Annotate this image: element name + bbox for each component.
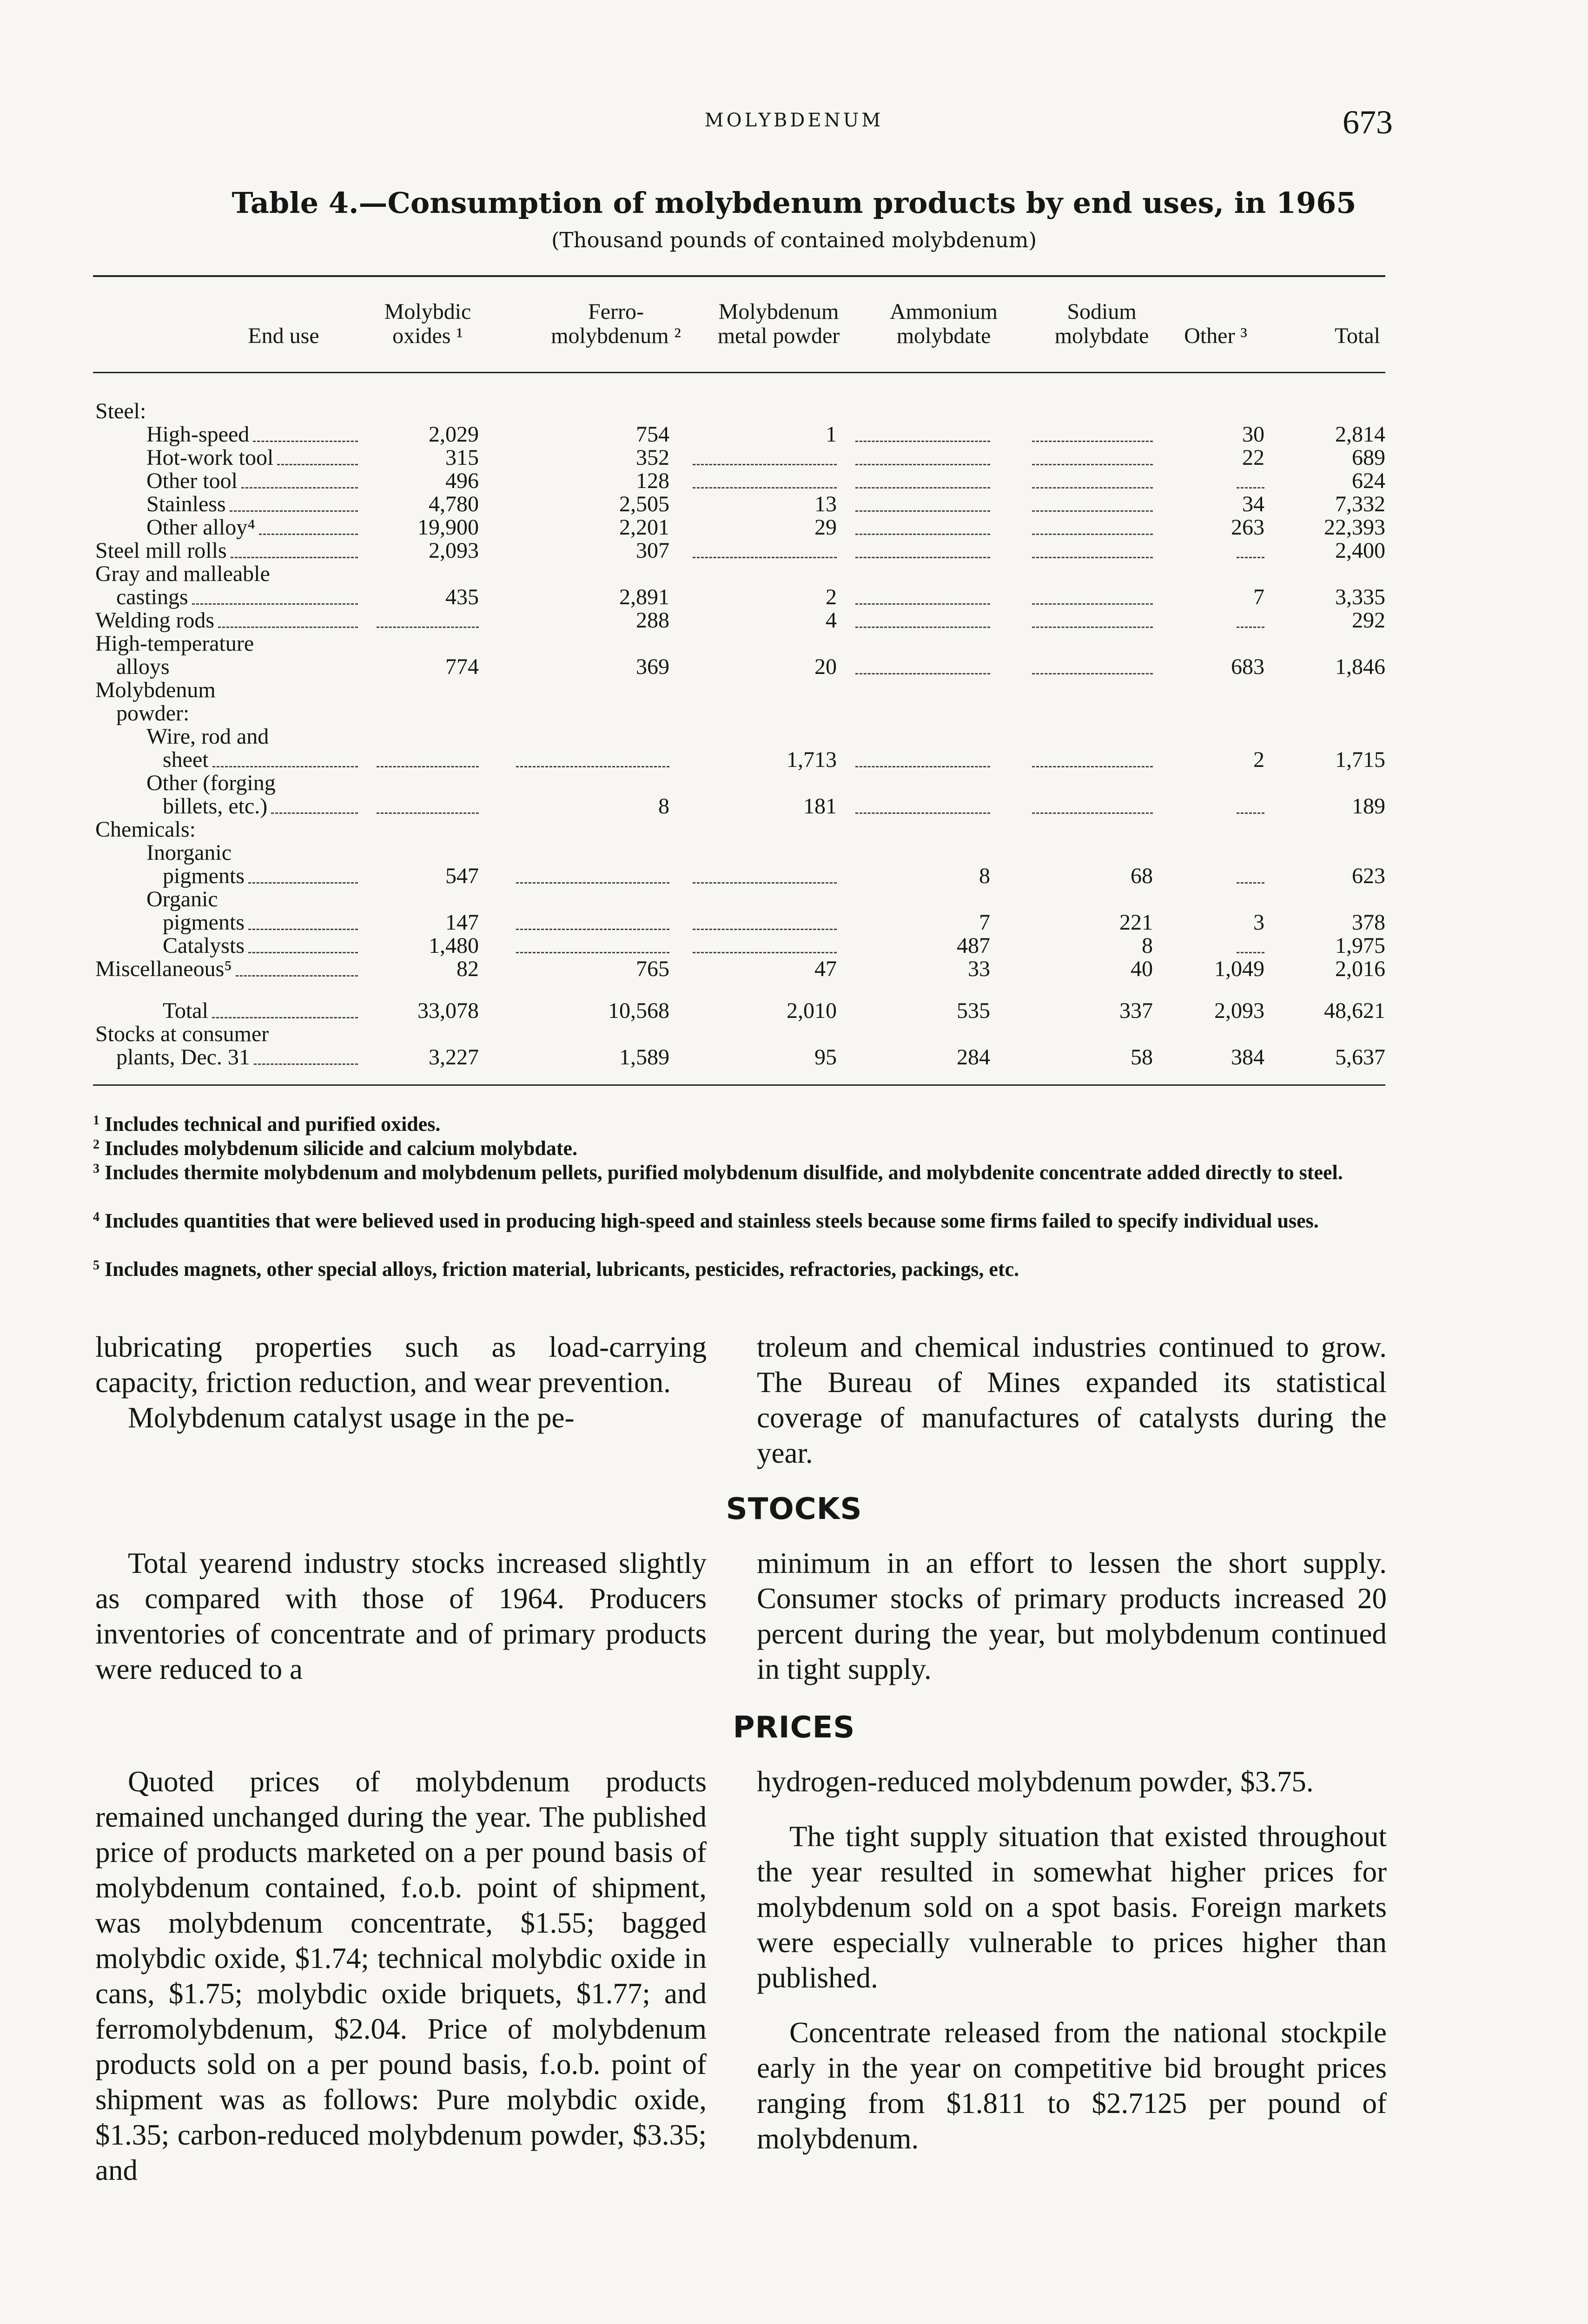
table-cell: 4,780	[429, 492, 479, 516]
table-cell: 3	[1253, 910, 1264, 935]
table-cell: 496	[445, 469, 479, 493]
table-cell: 683	[1231, 654, 1264, 679]
table-cell: 2,029	[429, 422, 479, 447]
row-label: Miscellaneous⁵	[95, 957, 232, 981]
row-label: alloys	[116, 654, 170, 679]
empty-cell-dashes	[1032, 441, 1153, 442]
table-cell: 2,400	[1335, 538, 1385, 563]
paragraph: Concentrate released from the national stockpile early in the year on competitive bid brought prices ranging from $1.811 to $2.7125 per pound of molybdenum.	[757, 2016, 1387, 2155]
empty-cell-dashes	[1032, 534, 1153, 535]
row-label: sheet	[163, 747, 209, 772]
table-cell: 29	[814, 515, 837, 540]
table-cell: 378	[1352, 910, 1385, 935]
column-header: oxides ¹	[392, 324, 463, 348]
empty-cell-dashes	[516, 766, 669, 767]
paragraph: Total yearend industry stocks increased slightly as compared with those of 1964. Producers inventories of concentrate and of primary products were reduced to a	[95, 1547, 707, 1685]
body-column-right-intro	[757, 1329, 1387, 1471]
table-cell: 221	[1119, 910, 1153, 935]
body-column-left-stocks	[95, 1545, 707, 1687]
table-cell: 33	[968, 957, 990, 981]
paragraph: lubricating properties such as load-carrying capacity, friction reduction, and wear prevention.	[95, 1331, 707, 1399]
leader-dots	[192, 603, 358, 605]
empty-cell-dashes	[855, 534, 990, 535]
table-cell: 8	[658, 794, 669, 819]
row-label: castings	[116, 585, 188, 609]
table-cell: 292	[1352, 608, 1385, 633]
table-cell: 20	[814, 654, 837, 679]
row-label: Steel mill rolls	[95, 538, 227, 563]
table-cell: 384	[1231, 1045, 1264, 1070]
table-cell: 2,814	[1335, 422, 1385, 447]
table-cell: 82	[457, 957, 479, 981]
column-header: metal powder	[717, 324, 840, 348]
row-label: Gray and malleable	[95, 561, 270, 586]
table-cell: 1,049	[1214, 957, 1264, 981]
table-cell: 7,332	[1335, 492, 1385, 516]
table-cell: 48,621	[1324, 998, 1385, 1023]
table-cell: 754	[636, 422, 669, 447]
column-header: Sodium	[1067, 299, 1137, 324]
table-cell: 22,393	[1324, 515, 1385, 540]
row-label: Molybdenum	[95, 678, 216, 702]
table-cell: 2,201	[619, 515, 669, 540]
leader-dots	[248, 929, 358, 930]
empty-cell-dashes	[377, 766, 479, 767]
empty-cell-dashes	[1237, 882, 1264, 884]
table-cell: 1,846	[1335, 654, 1385, 679]
table-cell: 2,505	[619, 492, 669, 516]
footnote: $^3$ Includes thermite molybdenum and molybdenum pellets, purified molybdenum disulfide, and molybdenite concentrate added directly to steel.	[93, 1161, 1343, 1184]
column-header: Ammonium	[889, 299, 998, 324]
body-column-left-prices	[95, 1764, 707, 2188]
table-cell: 689	[1352, 445, 1385, 470]
empty-cell-dashes	[1032, 673, 1153, 674]
table-cell: 1	[826, 422, 837, 447]
row-label: Other alloy⁴	[146, 515, 255, 540]
table-cell: 1,589	[619, 1045, 669, 1070]
empty-cell-dashes	[1237, 812, 1264, 814]
column-header: molybdate	[1054, 324, 1149, 348]
empty-cell-dashes	[855, 557, 990, 558]
empty-cell-dashes	[855, 603, 990, 605]
column-header: Molybdic	[384, 299, 471, 324]
column-header: Ferro-	[588, 299, 644, 324]
table-cell: 337	[1119, 998, 1153, 1023]
table-cell: 765	[636, 957, 669, 981]
row-label: powder:	[116, 701, 190, 726]
column-header: End use	[248, 324, 319, 348]
table-cell: 1,715	[1335, 747, 1385, 772]
empty-cell-dashes	[1032, 510, 1153, 512]
table-cell: 181	[803, 794, 837, 819]
column-header: molybdenum ²	[551, 324, 681, 348]
table-cell: 535	[957, 998, 990, 1023]
empty-cell-dashes	[855, 627, 990, 628]
table-bottom-rule	[93, 1084, 1385, 1086]
table-cell: 2,010	[787, 998, 837, 1023]
table-cell: 623	[1352, 864, 1385, 888]
table-cell: 40	[1131, 957, 1153, 981]
leader-dots	[212, 1017, 358, 1018]
table-cell: 34	[1242, 492, 1264, 516]
table-cell: 95	[814, 1045, 837, 1070]
leader-dots	[241, 487, 358, 489]
empty-cell-dashes	[855, 812, 990, 814]
empty-cell-dashes	[1237, 487, 1264, 489]
row-label: Organic	[146, 887, 218, 911]
table-cell: 263	[1231, 515, 1264, 540]
table-cell: 30	[1242, 422, 1264, 447]
row-label: Inorganic	[146, 840, 232, 865]
table-cell: 4	[826, 608, 837, 633]
row-label: High-temperature	[95, 631, 254, 656]
row-label: Total	[163, 998, 208, 1023]
table-header-rule	[93, 372, 1385, 373]
leader-dots	[218, 627, 358, 628]
body-column-left-intro	[95, 1329, 707, 1435]
leader-dots	[212, 766, 358, 767]
table-cell: 13	[814, 492, 837, 516]
row-label: plants, Dec. 31	[116, 1045, 250, 1070]
table-cell: 19,900	[417, 515, 479, 540]
table-cell: 624	[1352, 469, 1385, 493]
table-cell: 22	[1242, 445, 1264, 470]
row-label: Stocks at consumer	[95, 1022, 269, 1046]
leader-dots	[277, 464, 358, 465]
empty-cell-dashes	[1032, 487, 1153, 489]
empty-cell-dashes	[693, 882, 837, 884]
column-header: Other ³	[1184, 324, 1247, 348]
table-cell: 7	[979, 910, 990, 935]
leader-dots	[248, 952, 358, 953]
leader-dots	[230, 510, 358, 512]
table-cell: 2,891	[619, 585, 669, 609]
body-column-right-prices	[757, 1764, 1387, 2156]
table-cell: 369	[636, 654, 669, 679]
empty-cell-dashes	[516, 952, 669, 953]
table-title: Table 4.—Consumption of molybdenum products by end uses, in 1965	[232, 186, 1356, 220]
table-cell: 1,713	[787, 747, 837, 772]
paragraph: The tight supply situation that existed throughout the year resulted in somewhat higher prices for molybdenum sold on a spot basis. Foreign markets were especially vulnerable to prices higher than published.	[757, 1820, 1387, 1994]
empty-cell-dashes	[693, 487, 837, 489]
paragraph: troleum and chemical industries continued to grow. The Bureau of Mines expanded its statistical coverage of manufactures of catalysts during the year.	[757, 1331, 1387, 1469]
row-label: pigments	[163, 864, 245, 888]
row-label: High-speed	[146, 422, 250, 447]
column-header: molybdate	[896, 324, 991, 348]
row-label: Catalysts	[163, 933, 245, 958]
empty-cell-dashes	[855, 464, 990, 465]
footnote: $^1$ Includes technical and purified oxides.	[93, 1113, 441, 1136]
empty-cell-dashes	[1237, 627, 1264, 628]
row-label: Wire, rod and	[146, 724, 269, 749]
table-cell: 1,480	[429, 933, 479, 958]
leader-dots	[248, 882, 358, 884]
empty-cell-dashes	[693, 557, 837, 558]
running-head: MOLYBDENUM	[704, 110, 884, 131]
row-label: Hot-work tool	[146, 445, 274, 470]
table-cell: 2,093	[429, 538, 479, 563]
table-cell: 47	[814, 957, 837, 981]
empty-cell-dashes	[516, 882, 669, 884]
empty-cell-dashes	[1032, 627, 1153, 628]
page-number: 673	[1343, 104, 1393, 141]
empty-cell-dashes	[1032, 812, 1153, 814]
table-cell: 2,093	[1214, 998, 1264, 1023]
row-label: Chemicals:	[95, 817, 196, 842]
table-cell: 3,335	[1335, 585, 1385, 609]
table-cell: 128	[636, 469, 669, 493]
table-cell: 7	[1253, 585, 1264, 609]
table-cell: 189	[1352, 794, 1385, 819]
leader-dots	[259, 534, 358, 535]
empty-cell-dashes	[516, 929, 669, 930]
row-label: Other (forging	[146, 771, 276, 795]
row-label: Welding rods	[95, 608, 215, 633]
empty-cell-dashes	[693, 464, 837, 465]
section-heading-prices: PRICES	[733, 1710, 855, 1745]
row-label: Steel:	[95, 399, 146, 423]
row-label: Stainless	[146, 492, 226, 516]
leader-dots	[271, 812, 358, 814]
empty-cell-dashes	[855, 510, 990, 512]
paragraph: minimum in an effort to lessen the short supply. Consumer stocks of primary products increased 20 percent during the year, but molybdenum continued in tight supply.	[757, 1547, 1387, 1685]
leader-dots	[236, 975, 358, 977]
row-label: billets, etc.)	[163, 794, 268, 819]
column-header: Molybdenum	[718, 299, 839, 324]
table-cell: 147	[445, 910, 479, 935]
table-cell: 288	[636, 608, 669, 633]
section-heading-stocks: STOCKS	[726, 1492, 862, 1526]
table-cell: 774	[445, 654, 479, 679]
table-cell: 8	[979, 864, 990, 888]
body-column-right-stocks	[757, 1545, 1387, 1687]
empty-cell-dashes	[377, 627, 479, 628]
table-cell: 8	[1142, 933, 1153, 958]
paragraph: Molybdenum catalyst usage in the pe-	[128, 1401, 575, 1434]
empty-cell-dashes	[693, 952, 837, 953]
table-cell: 58	[1131, 1045, 1153, 1070]
empty-cell-dashes	[693, 929, 837, 930]
empty-cell-dashes	[1237, 557, 1264, 558]
empty-cell-dashes	[855, 441, 990, 442]
empty-cell-dashes	[1032, 464, 1153, 465]
footnote: $^5$ Includes magnets, other special alloys, friction material, lubricants, pesticides, refractories, packings, etc.	[93, 1258, 1019, 1281]
table-cell: 2	[826, 585, 837, 609]
row-label: pigments	[163, 910, 245, 935]
table-cell: 2	[1253, 747, 1264, 772]
table-cell: 307	[636, 538, 669, 563]
paragraph: Quoted prices of molybdenum products remained unchanged during the year. The published price of products marketed on a per pound basis of molybdenum contained, f.o.b. point of shipment, was molybdenum concentrate, $1.55; bagged molybdic oxide, $1.74; technical molybdic oxide in cans, $1.75; molybdic oxide briquets, $1.77; and ferromolybdenum, $2.04. Price of molybdenum products sold on a per pound basis, f.o.b. point of shipment was as follows: Pure molybdic oxide, $1.35; carbon-reduced molybdenum powder, $3.35; and	[95, 1765, 707, 2186]
empty-cell-dashes	[1032, 557, 1153, 558]
table-cell: 2,016	[1335, 957, 1385, 981]
table-cell: 315	[445, 445, 479, 470]
empty-cell-dashes	[855, 673, 990, 674]
footnote: $^2$ Includes molybdenum silicide and calcium molybdate.	[93, 1137, 578, 1160]
table-cell: 10,568	[608, 998, 669, 1023]
leader-dots	[254, 1063, 358, 1065]
leader-dots	[231, 557, 358, 558]
table-cell: 487	[957, 933, 990, 958]
table-cell: 33,078	[417, 998, 479, 1023]
table-cell: 3,227	[429, 1045, 479, 1070]
table-cell: 68	[1131, 864, 1153, 888]
empty-cell-dashes	[1032, 766, 1153, 767]
empty-cell-dashes	[377, 812, 479, 814]
table-cell: 352	[636, 445, 669, 470]
table-cell: 284	[957, 1045, 990, 1070]
paragraph: hydrogen-reduced molybdenum powder, $3.75.	[757, 1765, 1314, 1798]
table-cell: 1,975	[1335, 933, 1385, 958]
table-cell: 5,637	[1335, 1045, 1385, 1070]
empty-cell-dashes	[1032, 603, 1153, 605]
leader-dots	[253, 441, 358, 442]
table-cell: 435	[445, 585, 479, 609]
table-top-rule	[93, 275, 1385, 277]
column-header: Total	[1335, 324, 1380, 348]
row-label: Other tool	[146, 469, 238, 493]
table-subtitle: (Thousand pounds of contained molybdenum)	[551, 228, 1037, 252]
empty-cell-dashes	[855, 487, 990, 489]
table-cell: 547	[445, 864, 479, 888]
footnote: $^4$ Includes quantities that were believed used in producing high-speed and stainless steels because some firms failed to specify individual uses.	[93, 1209, 1319, 1232]
empty-cell-dashes	[855, 766, 990, 767]
empty-cell-dashes	[1237, 952, 1264, 953]
